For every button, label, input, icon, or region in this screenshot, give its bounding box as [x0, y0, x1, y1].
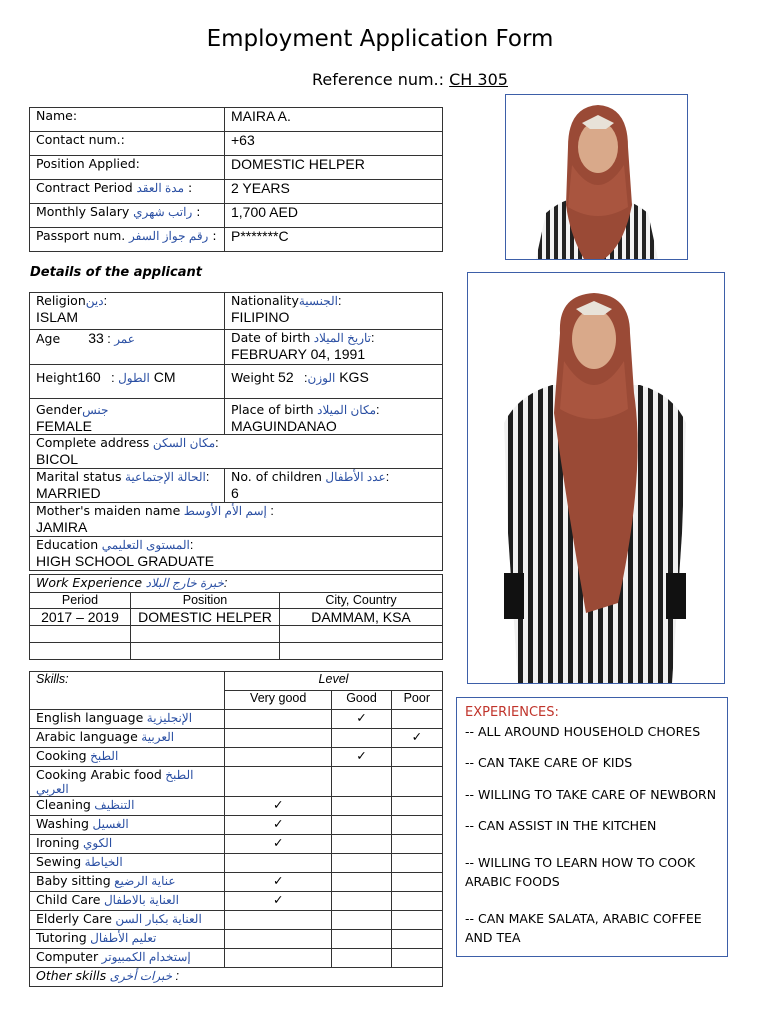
skill-level-cell [332, 835, 391, 854]
height-cell: Height الطول : 160 CM [30, 365, 225, 399]
applicant-photo-large-image [468, 273, 724, 683]
work-column-header: Period [30, 593, 131, 609]
maiden-value: JAMIRA [36, 519, 88, 535]
religion-cell: Religionدين: ISLAM [30, 293, 225, 330]
children-value: 6 [231, 485, 239, 501]
experiences-heading: EXPERIENCES: [465, 705, 559, 720]
pob-value: MAGUINDANAO [231, 418, 337, 434]
level-column-header: Good [332, 691, 391, 710]
skill-row [30, 748, 443, 767]
skill-level-cell [332, 816, 391, 835]
skill-row [30, 767, 443, 797]
skill-level-cell [332, 710, 391, 729]
skill-label: Sewing الخياطة [30, 854, 225, 873]
skill-level-cell [391, 854, 442, 873]
experience-item: -- CAN TAKE CARE OF KIDS [465, 755, 633, 770]
experience-item: -- ALL AROUND HOUSEHOLD CHORES [465, 724, 701, 739]
basic-label: Name: [30, 108, 225, 132]
skill-level-cell [391, 816, 442, 835]
skill-level-cell [225, 930, 332, 949]
other-skills: Other skills خبرات أخرى : [30, 968, 443, 987]
reference-value: CH 305 [449, 70, 508, 89]
skill-level-cell [225, 835, 332, 854]
gender-cell: Genderجنس FEMALE [30, 399, 225, 435]
weight-cell: Weight الوزن: 52 KGS [225, 365, 443, 399]
basic-label: Passport num. رقم جواز السفر : [30, 228, 225, 252]
skill-label: Child Care العناية بالاطفال [30, 892, 225, 911]
skill-level-cell [225, 797, 332, 816]
work-cell [280, 626, 443, 643]
skill-level-cell [391, 892, 442, 911]
experience-item: -- WILLING TO LEARN HOW TO COOK ARABIC FOODS [465, 855, 696, 889]
skill-row [30, 930, 443, 949]
check-icon: ✓ [272, 893, 284, 907]
work-cell [280, 643, 443, 660]
skill-level-cell [332, 767, 391, 797]
weight-value: 52 KGS [278, 369, 369, 385]
applicant-photo-large [467, 272, 725, 684]
children-cell: No. of children عدد الأطفال: 6 [225, 469, 443, 503]
check-icon: ✓ [356, 711, 367, 725]
skill-level-cell [332, 911, 391, 930]
age-value: 33 [88, 330, 104, 346]
skill-level-cell [225, 854, 332, 873]
check-icon: ✓ [272, 836, 284, 850]
address-value: BICOL [36, 451, 79, 467]
skill-level-cell [332, 854, 391, 873]
work-heading: Work Experience خبرة خارج البلاد: [30, 575, 443, 593]
work-cell: DOMESTIC HELPER [131, 609, 280, 626]
skill-level-cell [332, 729, 391, 748]
basic-label: Contract Period مدة العقد : [30, 180, 225, 204]
skill-level-cell [391, 835, 442, 854]
basic-label: Position Applied: [30, 156, 225, 180]
work-column-header: City, Country [280, 593, 443, 609]
skill-label: Tutoring تعليم الأطفال [30, 930, 225, 949]
skill-level-cell [391, 930, 442, 949]
skill-level-cell [225, 911, 332, 930]
skill-row [30, 949, 443, 968]
dob-cell: Date of birth تاريخ الميلاد: FEBRUARY 04, 1991 [225, 330, 443, 365]
skill-level-cell [225, 729, 332, 748]
basic-row [30, 228, 443, 252]
check-icon: ✓ [272, 817, 284, 831]
skill-level-cell [391, 949, 442, 968]
skill-level-cell [225, 816, 332, 835]
level-column-header: Very good [225, 691, 332, 710]
skill-row [30, 873, 443, 892]
skill-level-cell [332, 748, 391, 767]
level-column-header: Poor [391, 691, 442, 710]
skill-row [30, 710, 443, 729]
skill-label: Arabic language العربية [30, 729, 225, 748]
pob-cell: Place of birth مكان الميلاد: MAGUINDANAO [225, 399, 443, 435]
check-icon: ✓ [272, 874, 284, 888]
basic-value: DOMESTIC HELPER [225, 156, 443, 180]
applicant-photo-small [505, 94, 688, 260]
basic-value: +63 [225, 132, 443, 156]
skill-level-cell [391, 767, 442, 797]
work-cell: DAMMAM, KSA [280, 609, 443, 626]
basic-info-table [29, 107, 443, 252]
basic-row [30, 108, 443, 132]
details-table [29, 292, 443, 571]
details-heading: Details of the applicant [30, 265, 202, 280]
skill-level-cell [225, 873, 332, 892]
skill-level-cell [225, 892, 332, 911]
height-value: 160 CM [77, 369, 176, 385]
gender-value: FEMALE [36, 418, 93, 434]
skill-level-cell [332, 930, 391, 949]
work-cell: 2017 – 2019 [30, 609, 131, 626]
basic-row [30, 132, 443, 156]
age-cell: Age عمر : 33 [30, 330, 225, 365]
basic-value: 1,700 AED [225, 204, 443, 228]
basic-label: Contact num.: [30, 132, 225, 156]
skill-level-cell [391, 873, 442, 892]
skills-heading: Skills: [30, 672, 225, 710]
skill-level-cell [391, 710, 442, 729]
nationality-cell: Nationalityالجنسية: FILIPINO [225, 293, 443, 330]
work-column-header: Position [131, 593, 280, 609]
level-heading: Level [225, 672, 443, 691]
work-cell [131, 643, 280, 660]
skill-label: Cooking Arabic food الطبخ العربي [30, 767, 225, 797]
skill-level-cell [391, 748, 442, 767]
basic-value: 2 YEARS [225, 180, 443, 204]
skill-level-cell [225, 949, 332, 968]
skill-level-cell [332, 873, 391, 892]
skill-level-cell [391, 797, 442, 816]
basic-value: P*******C [225, 228, 443, 252]
check-icon: ✓ [272, 798, 284, 812]
address-cell: Complete address مكان السكن: BICOL [30, 435, 443, 469]
work-cell [30, 626, 131, 643]
basic-value: MAIRA A. [225, 108, 443, 132]
skill-row [30, 854, 443, 873]
reference-label: Reference num.: [312, 70, 445, 89]
marital-cell: Marital status الحالة الإجتماعية: MARRIED [30, 469, 225, 503]
work-row [30, 609, 443, 626]
skill-level-cell [225, 748, 332, 767]
skill-level-cell [391, 729, 442, 748]
skill-label: Washing الغسيل [30, 816, 225, 835]
skills-table [29, 671, 443, 987]
skill-label: Computer إستخدام الكمبيوتر [30, 949, 225, 968]
skill-label: Elderly Care العناية بكبار السن [30, 911, 225, 930]
experience-item: -- CAN MAKE SALATA, ARABIC COFFEE AND TEA [465, 911, 702, 945]
experiences-box [456, 697, 728, 957]
work-row [30, 643, 443, 660]
skill-label: Baby sitting عناية الرضيع [30, 873, 225, 892]
skill-label: Ironing الكوي [30, 835, 225, 854]
skill-row [30, 835, 443, 854]
education-cell: Education المستوى التعليمي: HIGH SCHOOL GRADUATE [30, 537, 443, 571]
check-icon: ✓ [356, 749, 367, 763]
nationality-value: FILIPINO [231, 309, 290, 325]
skill-level-cell [225, 767, 332, 797]
work-cell [131, 626, 280, 643]
skill-level-cell [332, 797, 391, 816]
work-cell [30, 643, 131, 660]
dob-value: FEBRUARY 04, 1991 [231, 346, 366, 362]
religion-value: ISLAM [36, 309, 79, 325]
skill-level-cell [332, 949, 391, 968]
work-row [30, 626, 443, 643]
skill-label: Cleaning التنظيف [30, 797, 225, 816]
experience-item: -- WILLING TO TAKE CARE OF NEWBORN [465, 787, 717, 802]
skill-row [30, 729, 443, 748]
basic-row [30, 204, 443, 228]
basic-row [30, 180, 443, 204]
page-title: Employment Application Form [206, 26, 554, 52]
skill-row [30, 911, 443, 930]
work-header-row [30, 593, 443, 609]
skill-label: English language الإنجليزية [30, 710, 225, 729]
skill-row [30, 797, 443, 816]
experience-item: -- CAN ASSIST IN THE KITCHEN [465, 818, 657, 833]
skill-level-cell [391, 911, 442, 930]
work-experience-table [29, 574, 443, 660]
skill-level-cell [225, 710, 332, 729]
reference-number [0, 70, 760, 89]
skill-row [30, 892, 443, 911]
skill-level-cell [332, 892, 391, 911]
maiden-cell: Mother's maiden name إسم الأم الأوسط : JAMIRA [30, 503, 443, 537]
basic-label: Monthly Salary راتب شهري : [30, 204, 225, 228]
skill-row [30, 816, 443, 835]
basic-row [30, 156, 443, 180]
check-icon: ✓ [411, 730, 423, 744]
education-value: HIGH SCHOOL GRADUATE [36, 553, 215, 569]
skill-label: Cooking الطبخ [30, 748, 225, 767]
marital-value: MARRIED [36, 485, 101, 501]
applicant-photo-small-image [506, 95, 687, 259]
